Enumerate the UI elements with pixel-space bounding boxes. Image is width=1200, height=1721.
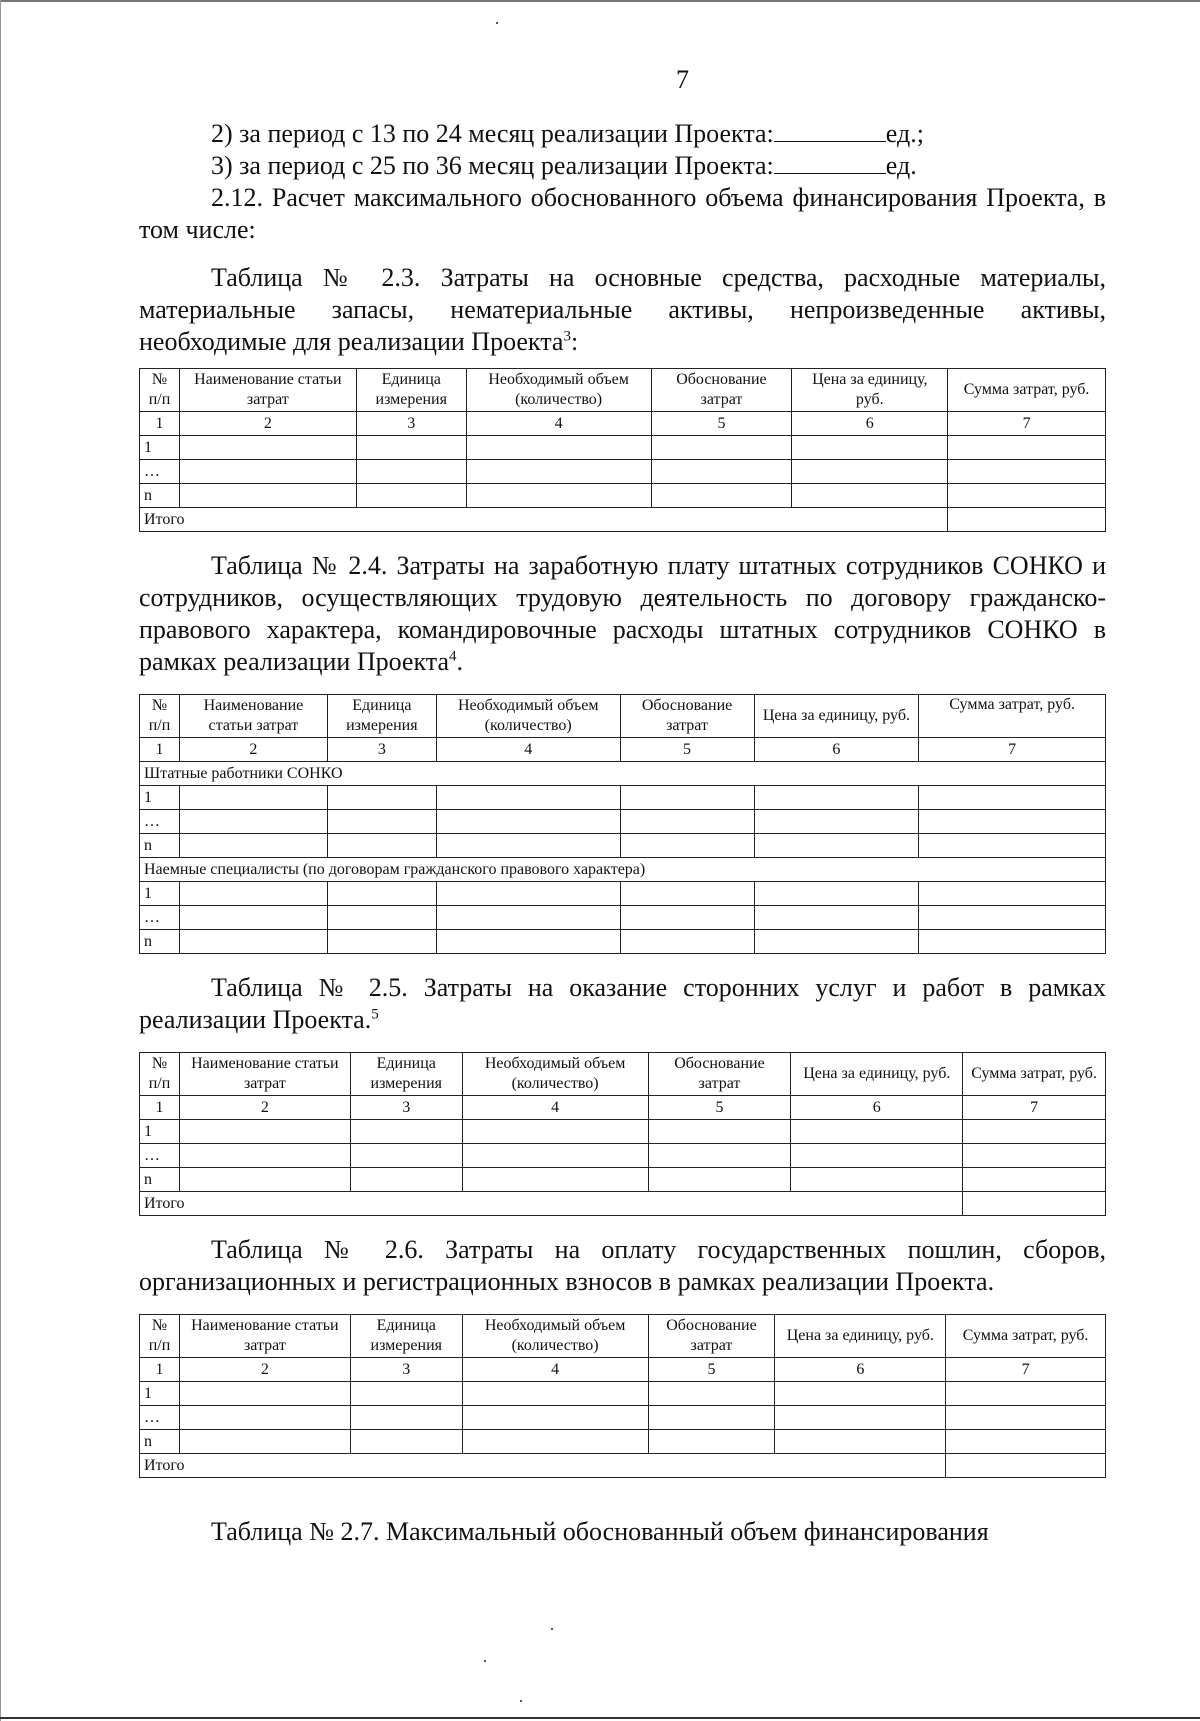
table-row — [140, 436, 1106, 460]
table-2-3 — [139, 368, 1106, 532]
table-cell — [946, 1382, 1106, 1406]
table-row — [140, 810, 1106, 834]
table-cell — [327, 810, 436, 834]
section-row — [140, 858, 1106, 882]
table-cell — [327, 786, 436, 810]
col-number: 6 — [775, 1358, 946, 1382]
table-row — [140, 484, 1106, 508]
col-number: 3 — [350, 1096, 462, 1120]
row-marker: n — [140, 930, 180, 954]
table-cell — [919, 786, 1106, 810]
col-number: 5 — [648, 1096, 791, 1120]
period-2-unit: ед.; — [885, 119, 924, 148]
footnote-mark: 5 — [371, 1006, 379, 1023]
col-header: Единица измерения — [327, 695, 436, 738]
table-cell — [963, 1144, 1106, 1168]
col-header: Обоснование затрат — [648, 1315, 775, 1358]
col-number: 1 — [140, 1358, 180, 1382]
total-row — [140, 1454, 1106, 1478]
table-cell — [462, 1430, 648, 1454]
table-cell — [754, 786, 919, 810]
table-cell — [436, 834, 620, 858]
table-cell — [754, 834, 919, 858]
table-cell — [620, 834, 754, 858]
col-number: 4 — [436, 738, 620, 762]
table-cell — [648, 1382, 775, 1406]
table-2-3-caption — [139, 262, 1106, 358]
table-cell — [919, 906, 1106, 930]
table-cell — [948, 436, 1106, 460]
table-cell — [327, 882, 436, 906]
total-label: Итого — [140, 1192, 963, 1216]
col-header: № п/п — [140, 1053, 180, 1096]
col-header: Единица измерения — [356, 369, 466, 412]
table-cell — [919, 882, 1106, 906]
blank-line — [774, 119, 886, 142]
table-cell — [792, 484, 948, 508]
table-cell — [946, 1406, 1106, 1430]
table-cell — [179, 1406, 350, 1430]
table-cell — [466, 484, 651, 508]
section-row — [140, 762, 1106, 786]
table-2-5 — [139, 1052, 1106, 1216]
col-header: Необходимый объем (количество) — [466, 369, 651, 412]
total-label: Итого — [140, 508, 948, 532]
scan-left-edge — [0, 0, 1, 1721]
col-number: 6 — [754, 738, 919, 762]
total-value — [946, 1454, 1106, 1478]
table-cell — [179, 1168, 350, 1192]
col-header: № п/п — [140, 695, 180, 738]
col-number: 6 — [791, 1096, 963, 1120]
section-label: Штатные работники СОНКО — [140, 762, 1106, 786]
table-cell — [620, 930, 754, 954]
table-cell — [963, 1168, 1106, 1192]
table-2-6-caption: Таблица № 2.6. Затраты на оплату государственных пошлин, сборов, организационных и регистрационных взносов в рамках реализации Проекта. — [139, 1235, 1106, 1296]
table-cell — [791, 1144, 963, 1168]
col-number: 3 — [327, 738, 436, 762]
col-number: 2 — [179, 412, 356, 436]
table-cell — [436, 882, 620, 906]
row-marker: … — [140, 1144, 180, 1168]
table-cell — [350, 1430, 462, 1454]
table-cell — [462, 1168, 648, 1192]
table-cell — [350, 1168, 462, 1192]
column-number-row — [140, 1096, 1106, 1120]
scan-speck — [551, 1628, 553, 1630]
table-row — [140, 786, 1106, 810]
table-cell — [179, 834, 327, 858]
col-header: Сумма затрат, руб. — [919, 695, 1106, 738]
col-header: Обоснование затрат — [648, 1053, 791, 1096]
col-number: 5 — [651, 412, 792, 436]
table-2-7-caption: Таблица № 2.7. Максимальный обоснованный объем финансирования — [211, 1517, 989, 1546]
table-cell — [462, 1144, 648, 1168]
col-number: 2 — [179, 1096, 350, 1120]
table-row — [140, 1382, 1106, 1406]
table-cell — [327, 930, 436, 954]
table-cell — [754, 906, 919, 930]
period-2-text: 2) за период с 13 по 24 месяц реализации Проекта: — [211, 119, 774, 148]
table-cell — [436, 810, 620, 834]
table-cell — [179, 786, 327, 810]
table-cell — [462, 1406, 648, 1430]
column-number-row — [140, 412, 1106, 436]
scan-top-edge — [0, 0, 1200, 2]
col-header: Наименование статьи затрат — [179, 369, 356, 412]
caption-end: : — [570, 327, 579, 356]
table-row — [140, 460, 1106, 484]
col-number: 3 — [356, 412, 466, 436]
table-cell — [436, 930, 620, 954]
header-row — [140, 695, 1106, 738]
table-cell — [620, 882, 754, 906]
table-cell — [350, 1120, 462, 1144]
table-cell — [919, 810, 1106, 834]
scan-bottom-edge — [0, 1717, 1200, 1719]
col-header: Обоснование затрат — [651, 369, 792, 412]
page-content — [139, 64, 1106, 1548]
table-cell — [651, 436, 792, 460]
header-row — [140, 1053, 1106, 1096]
table-row — [140, 1406, 1106, 1430]
scan-speck — [520, 1700, 522, 1702]
row-marker: 1 — [140, 882, 180, 906]
table-cell — [754, 810, 919, 834]
caption-text: Таблица № 2.4. Затраты на заработную плату штатных сотрудников СОНКО и сотрудников, осуществляющих трудовую деятельность по договору гражданско-правового характера, командировочные расходы штатных сотрудников СОНКО в рамках реализации Проекта — [139, 551, 1106, 676]
table-cell — [775, 1430, 946, 1454]
col-number: 5 — [648, 1358, 775, 1382]
col-header: Необходимый объем (количество) — [462, 1315, 648, 1358]
column-number-row — [140, 1358, 1106, 1382]
table-cell — [919, 930, 1106, 954]
col-header: Сумма затрат, руб. — [948, 369, 1106, 412]
table-cell — [963, 1120, 1106, 1144]
col-number: 1 — [140, 738, 180, 762]
col-header: Сумма затрат, руб. — [946, 1315, 1106, 1358]
page-number: 7 — [676, 65, 689, 94]
table-2-4-caption — [139, 550, 1106, 678]
table-row — [140, 1168, 1106, 1192]
table-cell — [775, 1406, 946, 1430]
row-marker: n — [140, 834, 180, 858]
table-cell — [179, 436, 356, 460]
table-cell — [775, 1382, 946, 1406]
table-cell — [327, 906, 436, 930]
col-header: Наименование статьи затрат — [179, 1053, 350, 1096]
table-cell — [350, 1406, 462, 1430]
table-cell — [350, 1382, 462, 1406]
table-row — [140, 930, 1106, 954]
table-cell — [754, 882, 919, 906]
caption-text: Таблица № 2.3. Затраты на основные средства, расходные материалы, материальные запасы, нематериальные активы, непроизведенные активы, необходимые для реализации Проекта — [139, 263, 1106, 356]
table-cell — [179, 906, 327, 930]
table-cell — [792, 436, 948, 460]
table-cell — [651, 460, 792, 484]
table-cell — [179, 1430, 350, 1454]
row-marker: … — [140, 906, 180, 930]
total-label: Итого — [140, 1454, 946, 1478]
row-marker: n — [140, 1430, 180, 1454]
col-number: 3 — [350, 1358, 462, 1382]
row-marker: … — [140, 810, 180, 834]
table-cell — [919, 834, 1106, 858]
table-cell — [356, 460, 466, 484]
table-cell — [791, 1120, 963, 1144]
row-marker: … — [140, 460, 180, 484]
table-cell — [648, 1120, 791, 1144]
col-header: Единица измерения — [350, 1315, 462, 1358]
col-header: Необходимый объем (количество) — [462, 1053, 648, 1096]
col-header: Цена за единицу, руб. — [775, 1315, 946, 1358]
col-number: 7 — [919, 738, 1106, 762]
table-cell — [648, 1406, 775, 1430]
table-row — [140, 1120, 1106, 1144]
col-header: № п/п — [140, 369, 180, 412]
col-number: 1 — [140, 412, 180, 436]
scan-speck — [484, 1660, 486, 1662]
row-marker: … — [140, 1406, 180, 1430]
table-row — [140, 1144, 1106, 1168]
table-row — [140, 834, 1106, 858]
col-number: 4 — [462, 1096, 648, 1120]
col-number: 1 — [140, 1096, 180, 1120]
col-number: 7 — [946, 1358, 1106, 1382]
col-number: 2 — [179, 738, 327, 762]
caption-end: . — [456, 647, 463, 676]
period-3-unit: ед. — [885, 151, 917, 180]
col-header: Обоснование затрат — [620, 695, 754, 738]
table-cell — [620, 906, 754, 930]
row-marker: 1 — [140, 436, 180, 460]
footnote-mark: 3 — [563, 328, 571, 345]
table-cell — [791, 1168, 963, 1192]
table-cell — [350, 1144, 462, 1168]
table-cell — [179, 882, 327, 906]
table-cell — [948, 484, 1106, 508]
table-cell — [792, 460, 948, 484]
table-cell — [179, 1382, 350, 1406]
table-cell — [356, 484, 466, 508]
table-2-4 — [139, 694, 1106, 954]
header-row — [140, 1315, 1106, 1358]
col-number: 4 — [466, 412, 651, 436]
scan-speck — [496, 22, 498, 24]
row-marker: 1 — [140, 786, 180, 810]
col-number: 7 — [948, 412, 1106, 436]
total-value — [963, 1192, 1106, 1216]
table-cell — [179, 1120, 350, 1144]
col-header: Единица измерения — [350, 1053, 462, 1096]
table-cell — [179, 484, 356, 508]
col-header: Цена за единицу, руб. — [791, 1053, 963, 1096]
item-2-12: 2.12. Расчет максимального обоснованного объема финансирования Проекта, в том числе: — [139, 183, 1106, 244]
section-label: Наемные специалисты (по договорам гражданского правового характера) — [140, 858, 1106, 882]
col-number: 2 — [179, 1358, 350, 1382]
table-row — [140, 1430, 1106, 1454]
table-row — [140, 882, 1106, 906]
table-cell — [179, 460, 356, 484]
table-cell — [462, 1120, 648, 1144]
total-row — [140, 508, 1106, 532]
period-2-line — [139, 118, 1106, 150]
table-2-6 — [139, 1314, 1106, 1478]
col-number: 4 — [462, 1358, 648, 1382]
col-header: Необходимый объем (количество) — [436, 695, 620, 738]
table-cell — [946, 1430, 1106, 1454]
table-cell — [620, 786, 754, 810]
table-cell — [179, 930, 327, 954]
period-3-text: 3) за период с 25 по 36 месяц реализации Проекта: — [211, 151, 774, 180]
table-cell — [620, 810, 754, 834]
table-cell — [466, 460, 651, 484]
col-header: Сумма затрат, руб. — [963, 1053, 1106, 1096]
table-cell — [462, 1382, 648, 1406]
col-number: 7 — [963, 1096, 1106, 1120]
table-cell — [651, 484, 792, 508]
table-cell — [648, 1168, 791, 1192]
table-cell — [356, 436, 466, 460]
column-number-row — [140, 738, 1106, 762]
col-header: Цена за единицу, руб. — [754, 695, 919, 738]
table-cell — [436, 906, 620, 930]
col-number: 6 — [792, 412, 948, 436]
table-row — [140, 906, 1106, 930]
table-2-5-caption — [139, 972, 1106, 1036]
table-cell — [754, 930, 919, 954]
blank-line — [774, 151, 886, 174]
table-cell — [948, 460, 1106, 484]
table-cell — [327, 834, 436, 858]
col-header: Цена за единицу, руб. — [792, 369, 948, 412]
table-cell — [179, 810, 327, 834]
row-marker: 1 — [140, 1120, 180, 1144]
total-value — [948, 508, 1106, 532]
col-header: № п/п — [140, 1315, 180, 1358]
col-header: Наименование статьи затрат — [179, 695, 327, 738]
col-header: Наименование статьи затрат — [179, 1315, 350, 1358]
header-row — [140, 369, 1106, 412]
footnote-mark: 4 — [448, 648, 457, 665]
row-marker: 1 — [140, 1382, 180, 1406]
table-cell — [466, 436, 651, 460]
table-cell — [179, 1144, 350, 1168]
col-number: 5 — [620, 738, 754, 762]
table-cell — [648, 1430, 775, 1454]
row-marker: n — [140, 1168, 180, 1192]
total-row — [140, 1192, 1106, 1216]
table-cell — [648, 1144, 791, 1168]
row-marker: n — [140, 484, 180, 508]
table-cell — [436, 786, 620, 810]
caption-text: Таблица № 2.5. Затраты на оказание сторонних услуг и работ в рамках реализации Проекта. — [139, 973, 1106, 1034]
period-3-line — [139, 150, 1106, 182]
